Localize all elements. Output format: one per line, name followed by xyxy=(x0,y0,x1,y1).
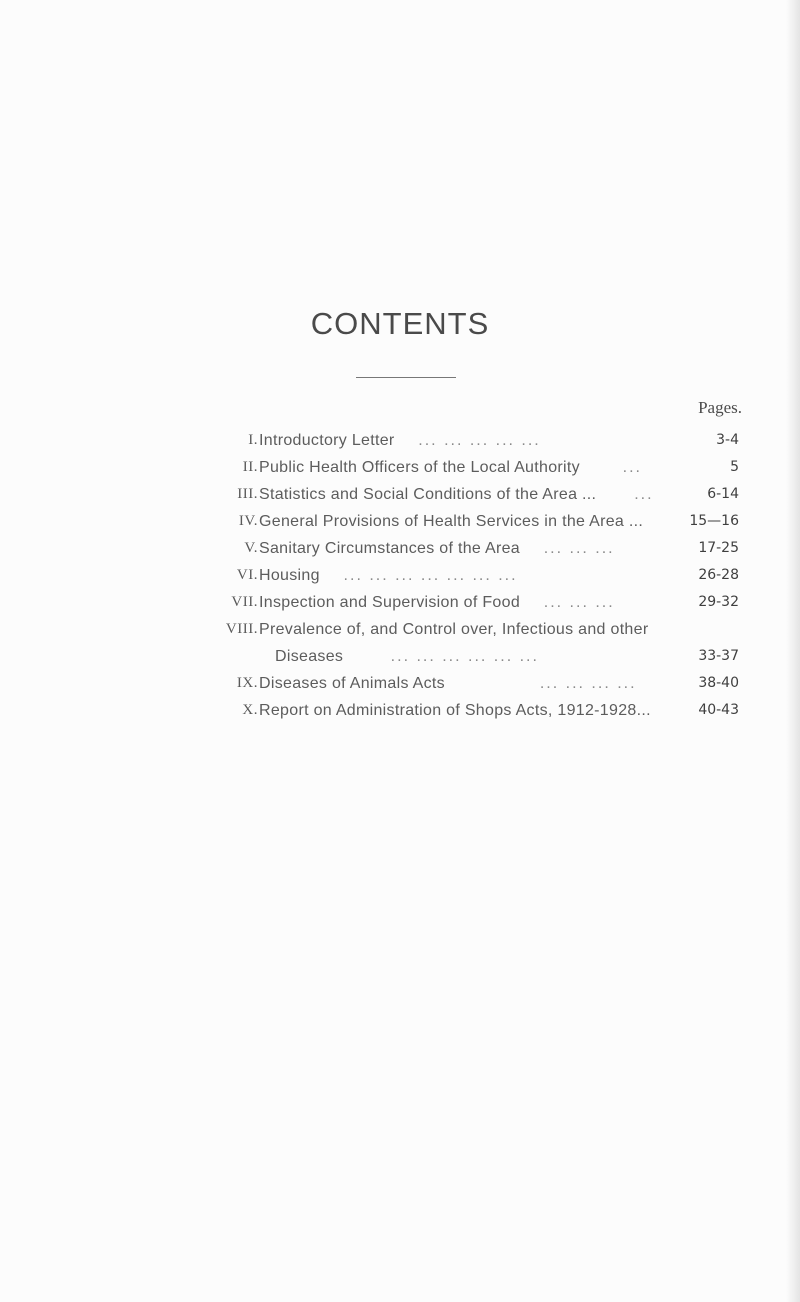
toc-entry-leaders: ... ... ... ... ... ... ... xyxy=(343,567,518,584)
toc-entry-title-wrap xyxy=(259,562,659,589)
toc-entry-title-wrap xyxy=(259,589,659,616)
toc-entry-9 xyxy=(0,670,800,697)
toc-entry-number: VIII. xyxy=(225,621,258,637)
toc-entry-pages: 5 xyxy=(730,459,739,475)
toc-entry-pages: 26-28 xyxy=(698,567,739,583)
toc-entry-10 xyxy=(0,697,800,724)
toc-entry-2 xyxy=(0,454,800,481)
title-underline-divider xyxy=(356,377,456,378)
toc-entry-title: Report on Administration of Shops Acts, 1912-1928... xyxy=(259,702,651,719)
toc-entry-pages: 3-4 xyxy=(716,432,739,448)
toc-entry-title-continuation: Diseases xyxy=(275,648,344,665)
toc-entry-title: Public Health Officers of the Local Authority xyxy=(259,459,580,476)
toc-entry-number: III. xyxy=(237,486,258,502)
toc-entry-number: V. xyxy=(244,540,258,556)
toc-entry-title: General Provisions of Health Services in the Area ... xyxy=(259,513,644,530)
toc-entry-8 xyxy=(0,616,800,670)
toc-entry-leaders: ... xyxy=(622,459,642,476)
toc-entry-title-wrap xyxy=(259,535,659,562)
toc-entry-pages: 29-32 xyxy=(698,594,739,610)
toc-entry-pages: 33-37 xyxy=(698,648,739,664)
toc-entry-title-wrap xyxy=(259,454,659,481)
toc-entry-number: I. xyxy=(248,432,258,448)
toc-entry-leaders: ... xyxy=(634,486,654,503)
page-title: CONTENTS xyxy=(310,306,490,341)
toc-entry-pages: 17-25 xyxy=(698,540,739,556)
toc-entry-leaders: ... ... ... ... ... ... xyxy=(390,648,539,665)
toc-entry-title: Inspection and Supervision of Food xyxy=(259,594,521,611)
toc-entry-leaders: ... ... ... ... ... xyxy=(418,432,541,449)
toc-entry-pages: 38-40 xyxy=(698,675,739,691)
toc-entry-title-wrap xyxy=(259,670,659,697)
toc-entry-number: VI. xyxy=(236,567,258,583)
toc-entry-number: VII. xyxy=(231,594,258,610)
toc-entry-number: IV. xyxy=(238,513,258,529)
toc-entry-1 xyxy=(0,427,800,454)
toc-entry-6 xyxy=(0,562,800,589)
toc-entry-title: Introductory Letter xyxy=(259,432,395,449)
toc-entry-title-wrap xyxy=(259,427,659,454)
toc-entry-pages: 6-14 xyxy=(707,486,739,502)
toc-entry-7 xyxy=(0,589,800,616)
toc-entry-title-wrap xyxy=(259,481,659,508)
toc-entry-title: Prevalence of, and Control over, Infectious and other xyxy=(259,621,649,638)
toc-entry-leaders: ... ... ... ... xyxy=(539,675,637,692)
toc-entry-pages: 40-43 xyxy=(698,702,739,718)
table-of-contents xyxy=(0,427,800,724)
toc-entry-4 xyxy=(0,508,800,535)
toc-entry-title: Diseases of Animals Acts xyxy=(259,675,445,692)
toc-entry-number: II. xyxy=(242,459,258,475)
pages-column-header: Pages. xyxy=(698,398,742,417)
toc-entry-title-continuation-wrap xyxy=(259,643,659,670)
toc-entry-pages: 15—16 xyxy=(689,513,739,529)
toc-entry-leaders: ... ... ... xyxy=(543,594,615,611)
toc-entry-title: Sanitary Circumstances of the Area xyxy=(259,540,520,557)
toc-entry-title-wrap xyxy=(259,508,659,535)
toc-entry-title-wrap xyxy=(259,697,659,724)
toc-entry-title: Housing xyxy=(259,567,320,584)
toc-entry-number: IX. xyxy=(236,675,258,691)
toc-entry-5 xyxy=(0,535,800,562)
toc-entry-title: Statistics and Social Conditions of the Area ... xyxy=(259,486,597,503)
toc-entry-3 xyxy=(0,481,800,508)
toc-entry-leaders: ... ... ... xyxy=(543,540,615,557)
toc-entry-title-wrap xyxy=(259,616,659,670)
toc-entry-number: X. xyxy=(242,702,258,718)
